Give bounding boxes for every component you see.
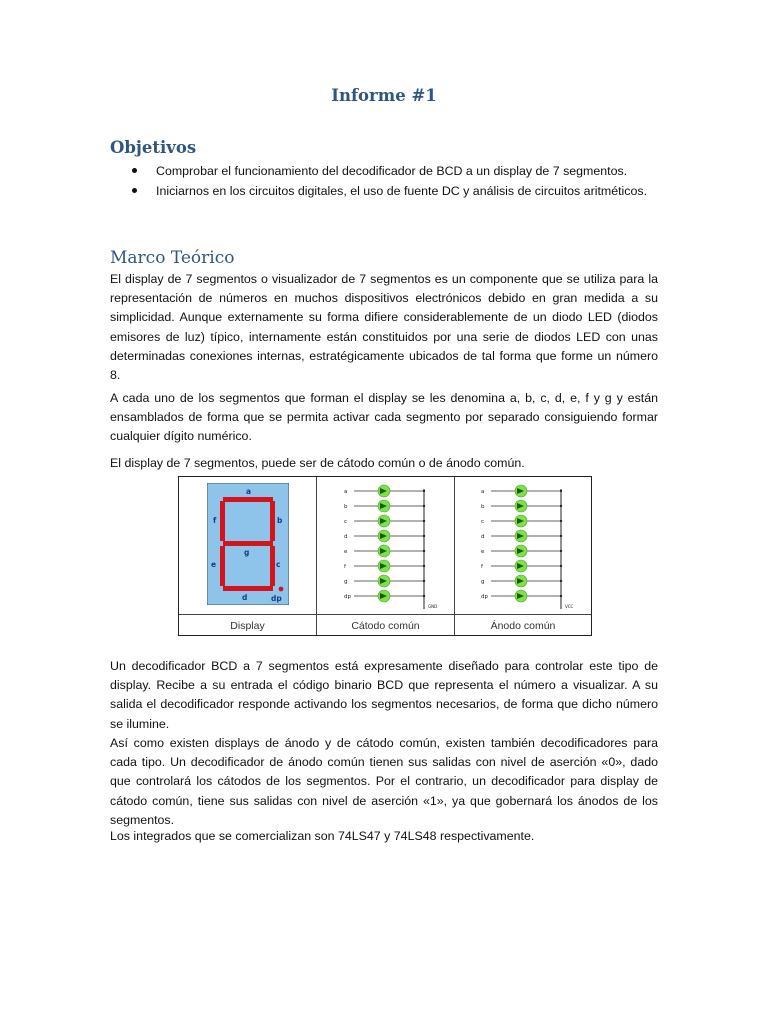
junction-dot	[560, 520, 562, 522]
junction-dot	[560, 565, 562, 567]
junction-dot	[423, 535, 425, 537]
figure-divider	[179, 614, 591, 615]
paragraph: Así como existen displays de ánodo y de cátodo común, existen también decodificadores para cada tipo. Un decodificador de ánodo común tienen sus salidas con nivel de aserción «0», dado que controlará los cátodos de los segmentos. Por el contrario, un decodificador para display de cátodo común, tiene sus salidas con nivel de aserción «1», ya que gobernará los ánodos de los segmentos.	[110, 736, 658, 827]
junction-dot	[423, 490, 425, 492]
cathode-pin-label: d	[344, 534, 348, 540]
segment-b	[270, 501, 275, 541]
anode-rail-label: VCC	[565, 604, 574, 609]
segment-label-a: a	[246, 487, 252, 496]
anode-pin-label: f	[481, 564, 483, 570]
anode-pin-label: g	[481, 579, 485, 585]
junction-dot	[560, 595, 562, 597]
objetivos-list	[110, 161, 658, 201]
document-title: Informe #1	[331, 86, 437, 105]
segment-label-dp: dp	[271, 594, 282, 603]
list-item: Comprobar el funcionamiento del decodificador de BCD a un display de 7 segmentos.	[110, 161, 658, 181]
anode-pin-label: d	[481, 534, 485, 540]
paragraph: El display de 7 segmentos, puede ser de cátodo común o de ánodo común.	[110, 456, 525, 470]
junction-dot	[423, 550, 425, 552]
cathode-pin-label: c	[344, 519, 348, 525]
segment-label-b: b	[277, 516, 283, 525]
bullet-icon	[132, 168, 137, 173]
segment-c	[270, 546, 275, 586]
junction-dot	[423, 505, 425, 507]
junction-dot	[423, 595, 425, 597]
cathode-pin-label: e	[344, 549, 348, 555]
anode-pin-label: b	[481, 504, 485, 510]
segment-d	[223, 586, 273, 591]
figure-divider	[454, 477, 455, 635]
anode-pin-label: e	[481, 549, 485, 555]
anode-pin-label: c	[481, 519, 485, 525]
section-heading-objetivos: Objetivos	[110, 138, 197, 157]
figure-divider	[316, 477, 317, 635]
junction-dot	[560, 490, 562, 492]
junction-dot	[423, 565, 425, 567]
cathode-pin-label: b	[344, 504, 348, 510]
cathode-pin-label: g	[344, 579, 348, 585]
common-anode-circuit	[481, 481, 581, 613]
cathode-pin-label: dp	[344, 594, 351, 600]
paragraph: Un decodificador BCD a 7 segmentos está expresamente diseñado para controlar este tipo de display. Recibe a su entrada el código binario BCD que representa el número a visualizar. A su salida el decodificador responde activando los segmentos necesarios, de forma que dicho número se ilumine.	[110, 659, 658, 731]
cathode-pin-label: f	[344, 564, 346, 570]
paragraph: El display de 7 segmentos o visualizador de 7 segmentos es un componente que se utiliza para la representación de números en muchos dispositivos electrónicos debido en gran medida a su simplicidad. Aunque externamente su forma difiere considerablemente de un diodo LED (diodos emisores de luz) típico, internamente están constituidos por una serie de diodos LED con unas determinadas conexiones internas, estratégicamente ubicados de tal forma que forme un número 8.	[110, 272, 658, 383]
caption-catodo-comun: Cátodo común	[351, 620, 420, 632]
segment-label-e: e	[211, 560, 217, 569]
caption-display: Display	[230, 620, 265, 632]
junction-dot	[423, 520, 425, 522]
common-cathode-circuit	[344, 481, 444, 613]
segment-label-c: c	[276, 560, 281, 569]
bullet-icon	[132, 188, 137, 193]
segment-label-f: f	[213, 516, 217, 525]
anode-pin-label: dp	[481, 594, 488, 600]
junction-dot	[560, 505, 562, 507]
junction-dot	[423, 580, 425, 582]
cathode-rail-label: GND	[428, 604, 438, 609]
junction-dot	[560, 550, 562, 552]
section-heading-marco-teorico: Marco Teórico	[110, 248, 235, 268]
segment-g	[223, 541, 273, 546]
segment-label-g: g	[244, 548, 250, 557]
caption-anodo-comun: Ánodo común	[490, 620, 556, 632]
seven-segment-figure	[178, 476, 592, 636]
segment-e	[220, 546, 225, 586]
cathode-pin-label: a	[344, 489, 348, 495]
seven-segment-display-image	[207, 483, 289, 605]
anode-pin-label: a	[481, 489, 485, 495]
segment-label-d: d	[242, 593, 248, 602]
junction-dot	[560, 580, 562, 582]
decimal-point	[279, 587, 284, 592]
segment-a	[223, 497, 273, 502]
paragraph: A cada uno de los segmentos que forman el display se les denomina a, b, c, d, e, f y g y están ensamblados de forma que se permita activar cada segmento por separado consiguiendo formar cualquier dígito numérico.	[110, 391, 658, 444]
paragraph: Los integrados que se comercializan son 74LS47 y 74LS48 respectivamente.	[110, 829, 535, 843]
segment-f	[220, 501, 225, 541]
list-item: Iniciarnos en los circuitos digitales, el uso de fuente DC y análisis de circuitos aritméticos.	[110, 181, 658, 201]
junction-dot	[560, 535, 562, 537]
